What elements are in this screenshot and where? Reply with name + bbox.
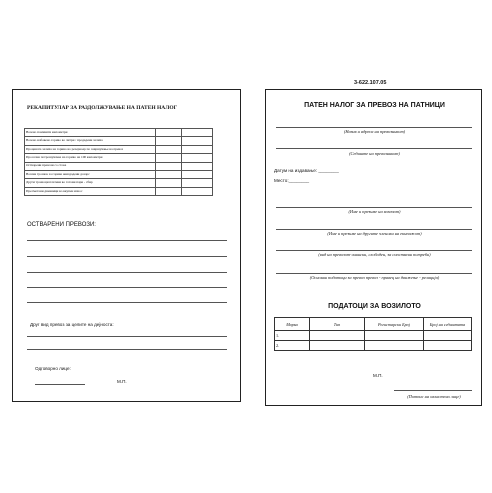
cell-input[interactable] [365,341,424,351]
recap-row-label: Остварени превози со стока [25,162,156,170]
other-transport-label: Друг вид превоз за целите на дејноста: [30,322,114,327]
carrier-caption: (Назив и адреса на превозникот) [343,129,406,134]
fill-line[interactable] [276,148,472,149]
cell-input[interactable] [310,341,365,351]
recap-row-label: Возачи трошок за горива неиздадени дозарс [25,170,156,178]
issue-date-label: Датум на издавање: ________ [274,168,339,173]
table-row [25,170,213,178]
fill-line[interactable] [27,287,227,288]
recap-value-cell[interactable] [156,145,182,153]
realized-transports-label: ОСТВАРЕНИ ПРЕВОЗИ: [27,222,96,228]
fill-line[interactable] [27,302,227,303]
recap-value-cell[interactable] [182,154,213,162]
recap-value-cell[interactable] [182,170,213,178]
fill-line[interactable] [276,127,472,128]
col-make: Марка [275,318,310,331]
table-row [275,331,472,341]
fill-line[interactable] [27,240,227,241]
signature-caption: (Потпис на овластено лице) [407,394,461,399]
fill-line[interactable] [276,250,472,251]
recap-row-label: Пресметани дневници во вкупен износ [25,187,156,195]
vehicle-data-title: ПОДАТОЦИ ЗА ВОЗИЛОТО [328,303,421,310]
table-row [25,137,213,145]
transport-type-caption: (вид на превозот-линиски, слободен, за сопствени потреби) [318,252,431,257]
recap-value-cell[interactable] [182,129,213,137]
cell-input[interactable] [424,331,472,341]
table-row [25,154,213,162]
recap-table [24,128,213,196]
table-row [275,341,472,351]
col-seats: Број на седиштата [424,318,472,331]
recap-value-cell[interactable] [156,187,182,195]
row-number: 2. [275,341,310,351]
cell-input[interactable] [424,341,472,351]
recap-value-cell[interactable] [156,137,182,145]
fill-line[interactable] [276,273,472,274]
recap-value-cell[interactable] [182,187,213,195]
table-row [25,179,213,187]
recap-value-cell[interactable] [156,129,182,137]
recap-value-cell[interactable] [182,179,213,187]
recap-row-label: Просечна потрошувачка на гориво на 100 километри [25,154,156,162]
recap-row-label: Процената залиха на гориво во резервоар по завршување на превоз [25,145,156,153]
table-row [25,129,213,137]
recap-row-label: Други трошоци платени во готови пари - сбир [25,179,156,187]
table-row [25,187,213,195]
recap-value-cell[interactable] [156,179,182,187]
responsible-person-label: Одговорно лице: [35,366,71,371]
recap-row-label: Возено набавено гориво во литри / продадени залиха [25,137,156,145]
fill-line[interactable] [27,336,227,337]
vehicle-table [274,317,472,351]
signature-line[interactable] [394,390,472,391]
row-number: 1. [275,331,310,341]
fill-line[interactable] [276,207,472,208]
col-type: Тип [310,318,365,331]
seat-caption: (Седиште на превозникот) [349,151,400,156]
travel-order-page [265,89,482,406]
recap-value-cell[interactable] [156,170,182,178]
recap-value-cell[interactable] [182,145,213,153]
recap-value-cell[interactable] [182,137,213,145]
place-label: Место:________ [274,178,310,183]
recap-page [12,89,241,402]
table-row [25,145,213,153]
route-caption: (Основни податоци за превоз превоз - правец на движење - релација) [309,275,440,280]
cell-input[interactable] [310,331,365,341]
cell-input[interactable] [365,331,424,341]
fill-line[interactable] [276,229,472,230]
driver-caption: (Име и презиме на возачот) [348,209,401,214]
travel-order-title: ПАТЕН НАЛОГ ЗА ПРЕВОЗ НА ПАТНИЦИ [304,102,445,109]
table-row [25,162,213,170]
recap-title: РЕКАПИТУЛАР ЗА РАЗДОЛЖУВАЊЕ НА ПАТЕН НАЛОГ [27,105,178,111]
fill-line[interactable] [27,272,227,273]
recap-value-cell[interactable] [182,162,213,170]
signature-line[interactable] [35,384,85,385]
col-registration: Регистарски Број [365,318,424,331]
crew-caption: (Име и презиме на другите членови на екипажот) [327,231,422,236]
fill-line[interactable] [27,349,227,350]
recap-value-cell[interactable] [156,162,182,170]
recap-row-label: Возено поминати километри [25,129,156,137]
recap-value-cell[interactable] [156,154,182,162]
stamp-label: М.П. [117,379,127,384]
stamp-label: М.П. [373,373,383,378]
fill-line[interactable] [27,256,227,257]
form-code: 3-622.107.05 [354,80,387,86]
